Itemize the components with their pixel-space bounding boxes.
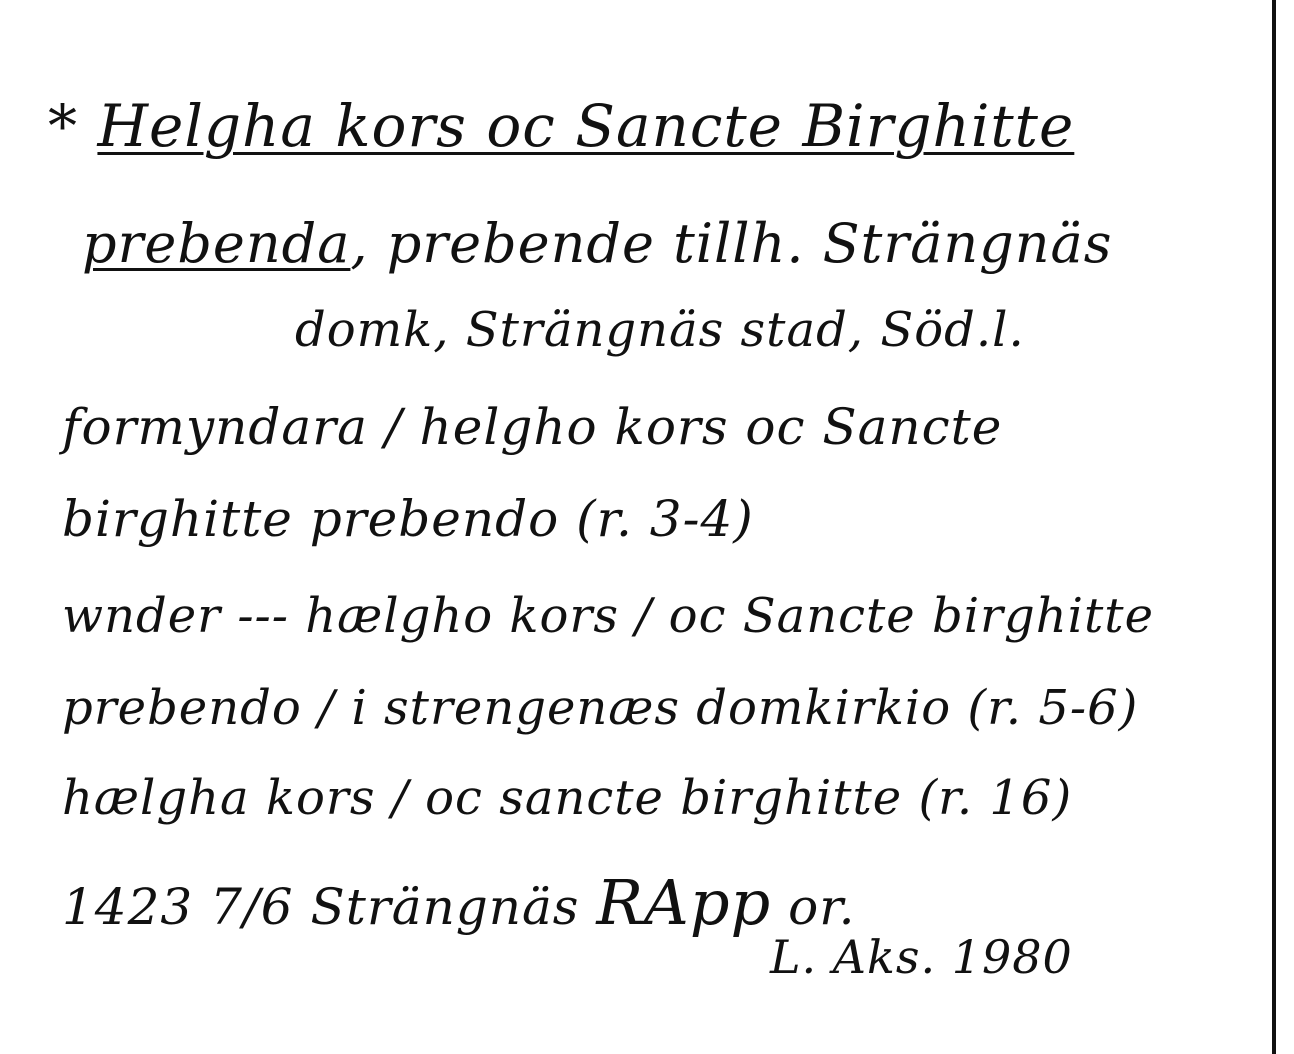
heading-description: , prebende tillh. Strängnäs (350, 212, 1113, 275)
quote-text: prebendo / i strengenæs domkirkio (r. 5-6) (62, 680, 1139, 736)
headword-title-cont: prebenda (82, 212, 351, 275)
quote-text: hælgha kors / oc sancte birghitte (r. 16) (62, 770, 1073, 826)
source-archive: RApp (596, 866, 772, 939)
quote-text: birghitte prebendo (r. 3-4) (62, 490, 754, 548)
headword-title: Helgha kors oc Sancte Birghitte (97, 92, 1075, 160)
signature (770, 930, 1073, 984)
quote-text: formyndara / helgho kors oc Sancte (62, 398, 1003, 456)
quote-line-4 (62, 680, 1138, 736)
card-edge-line (1272, 0, 1276, 1054)
asterisk-marker: * (48, 92, 78, 160)
source-line (62, 866, 856, 939)
heading-line-1 (48, 92, 1074, 160)
heading-line-3 (295, 302, 1025, 358)
quote-line-1 (62, 398, 1002, 456)
quote-text: wnder --- hælgho kors / oc Sancte birghitte (62, 588, 1154, 644)
quote-line-3 (62, 588, 1154, 644)
quote-line-5 (62, 770, 1072, 826)
signature-text: L. Aks. 1980 (770, 930, 1073, 984)
heading-location: domk, Strängnäs stad, Söd.l. (295, 302, 1025, 358)
source-type: or. (788, 878, 856, 936)
source-date: 1423 7/6 (62, 878, 294, 936)
heading-line-2 (82, 212, 1112, 275)
source-place: Strängnäs (310, 878, 580, 936)
quote-line-2 (62, 490, 754, 548)
